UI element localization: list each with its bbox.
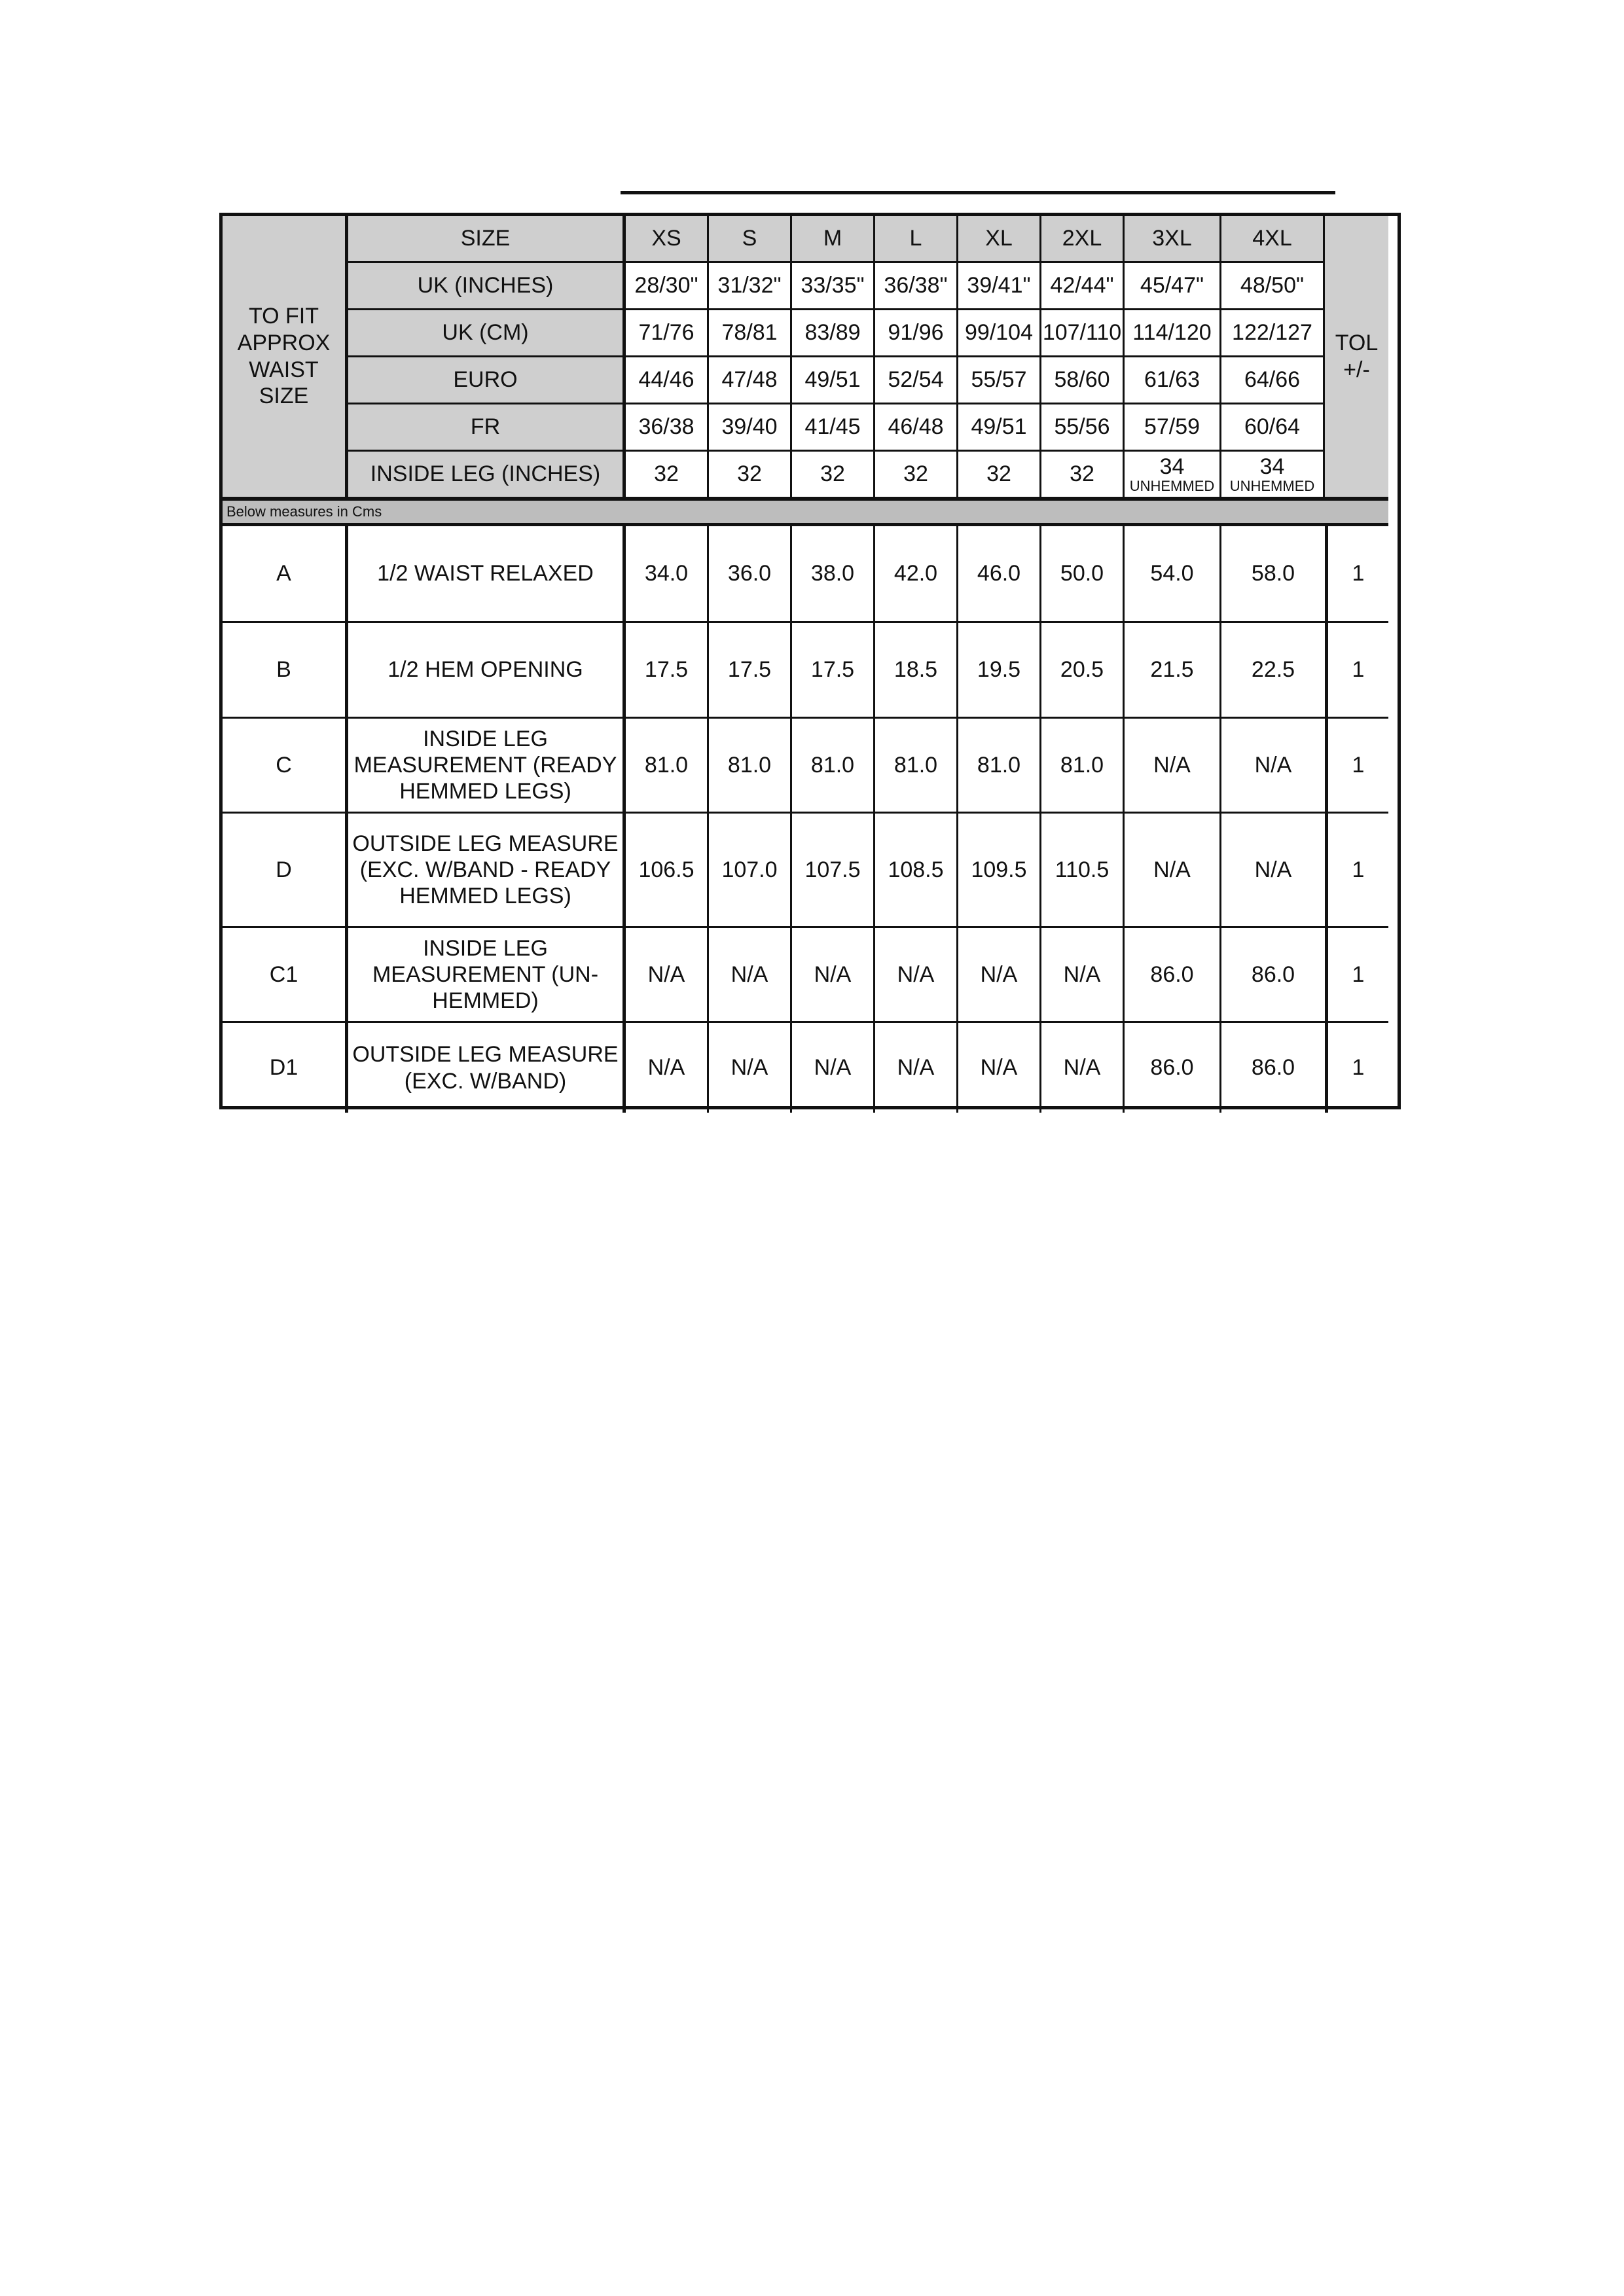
- multiline-text: [238, 303, 331, 410]
- multiline-text: [388, 656, 583, 683]
- measure-value: 46.0: [958, 526, 1041, 623]
- size-row-label: FR: [348, 404, 626, 452]
- measure-label: [348, 1023, 626, 1113]
- text-line: (EXC. W/BAND): [404, 1068, 567, 1094]
- size-value: 34: [1259, 454, 1285, 479]
- text-line: WAIST: [249, 357, 319, 382]
- text-line: (EXC. W/BAND - READY: [359, 857, 611, 882]
- measure-value: 107.0: [709, 814, 792, 928]
- size-cell: 44/46: [626, 357, 709, 404]
- size-spec-table: [219, 213, 1401, 1109]
- size-row-label: UK (CM): [348, 310, 626, 357]
- size-cell: 41/45: [792, 404, 875, 452]
- size-cell: 99/104: [958, 310, 1041, 357]
- measure-value: 81.0: [792, 719, 875, 814]
- measure-value: N/A: [1125, 719, 1221, 814]
- waist-size-group-label: [223, 216, 348, 499]
- text-line: OUTSIDE LEG MEASURE: [352, 831, 619, 856]
- size-row-label: EURO: [348, 357, 626, 404]
- measure-value: 34.0: [626, 526, 709, 623]
- measure-value: N/A: [1041, 1023, 1125, 1113]
- measure-value: N/A: [626, 1023, 709, 1113]
- size-cell: 32: [792, 452, 875, 499]
- measure-value: N/A: [1221, 814, 1325, 928]
- measure-value: N/A: [792, 1023, 875, 1113]
- measure-code: D: [223, 814, 348, 928]
- text-line: +/-: [1343, 357, 1370, 382]
- size-cell: 55/57: [958, 357, 1041, 404]
- measure-value: N/A: [626, 928, 709, 1023]
- text-line: 1/2 HEM OPENING: [388, 657, 583, 683]
- measure-value: 81.0: [1041, 719, 1125, 814]
- size-row-label: UK (INCHES): [348, 263, 626, 310]
- size-cell: 48/50": [1221, 263, 1325, 310]
- measure-label: [348, 526, 626, 623]
- measure-value: 58.0: [1221, 526, 1325, 623]
- text-line: INSIDE LEG: [423, 726, 548, 751]
- size-cell: 39/40: [709, 404, 792, 452]
- size-cell: 36/38: [626, 404, 709, 452]
- measure-value: N/A: [875, 1023, 958, 1113]
- measure-label: [348, 719, 626, 814]
- measure-value: N/A: [958, 1023, 1041, 1113]
- size-cell: 60/64: [1221, 404, 1325, 452]
- size-cell: 58/60: [1041, 357, 1125, 404]
- measure-value: 54.0: [1125, 526, 1221, 623]
- size-cell: XL: [958, 216, 1041, 263]
- measure-value: 17.5: [792, 623, 875, 719]
- size-cell: XS: [626, 216, 709, 263]
- measure-value: 107.5: [792, 814, 875, 928]
- measure-value: 109.5: [958, 814, 1041, 928]
- size-cell: 39/41": [958, 263, 1041, 310]
- size-cell: 42/44": [1041, 263, 1125, 310]
- size-note: UNHEMMED: [1129, 477, 1215, 494]
- multiline-text: [352, 1041, 618, 1094]
- measure-value: N/A: [1041, 928, 1125, 1023]
- size-cell: 49/51: [792, 357, 875, 404]
- size-cell: 31/32": [709, 263, 792, 310]
- size-cell: 32: [1041, 452, 1125, 499]
- measure-label: [348, 928, 626, 1023]
- measure-value: 38.0: [792, 526, 875, 623]
- multiline-text: [377, 560, 594, 586]
- measure-value: 81.0: [626, 719, 709, 814]
- size-cell: 47/48: [709, 357, 792, 404]
- measure-value: N/A: [1125, 814, 1221, 928]
- text-line: SIZE: [259, 384, 309, 409]
- measure-value: N/A: [1221, 719, 1325, 814]
- size-cell: 32: [709, 452, 792, 499]
- measure-value: 42.0: [875, 526, 958, 623]
- size-cell: 46/48: [875, 404, 958, 452]
- size-cell: 64/66: [1221, 357, 1325, 404]
- size-value: 34: [1159, 454, 1185, 479]
- size-cell: 4XL: [1221, 216, 1325, 263]
- size-cell: 83/89: [792, 310, 875, 357]
- measure-label: [348, 814, 626, 928]
- text-line: HEMMED LEGS): [399, 779, 571, 804]
- measure-tolerance: 1: [1325, 928, 1388, 1023]
- size-cell: 107/110: [1041, 310, 1125, 357]
- top-rule: [621, 191, 1335, 194]
- measure-value: 21.5: [1125, 623, 1221, 719]
- text-line: 1/2 WAIST RELAXED: [377, 561, 594, 586]
- text-line: TO FIT: [248, 303, 319, 329]
- size-cell: 3XL: [1125, 216, 1221, 263]
- value-stack: [1130, 456, 1215, 493]
- measure-code: C1: [223, 928, 348, 1023]
- tolerance-header: [1325, 216, 1388, 499]
- size-cell: 45/47": [1125, 263, 1221, 310]
- size-cell: 122/127: [1221, 310, 1325, 357]
- size-note: UNHEMMED: [1229, 477, 1315, 494]
- text-line: TOL: [1335, 331, 1379, 356]
- size-row-label: SIZE: [348, 216, 626, 263]
- measure-value: N/A: [792, 928, 875, 1023]
- measure-value: 81.0: [875, 719, 958, 814]
- measure-value: 110.5: [1041, 814, 1125, 928]
- size-cell: [1125, 452, 1221, 499]
- measure-value: 36.0: [709, 526, 792, 623]
- measure-value: N/A: [709, 1023, 792, 1113]
- size-cell: 71/76: [626, 310, 709, 357]
- text-line: INSIDE LEG: [423, 935, 548, 961]
- size-cell: 36/38": [875, 263, 958, 310]
- size-cell: 55/56: [1041, 404, 1125, 452]
- measure-value: 17.5: [626, 623, 709, 719]
- measure-value: N/A: [709, 928, 792, 1023]
- size-cell: M: [792, 216, 875, 263]
- measure-value: 81.0: [709, 719, 792, 814]
- measure-tolerance: 1: [1325, 814, 1388, 928]
- measure-tolerance: 1: [1325, 623, 1388, 719]
- size-cell: 2XL: [1041, 216, 1125, 263]
- text-line: MEASUREMENT (READY: [353, 752, 617, 778]
- size-cell: 78/81: [709, 310, 792, 357]
- size-row-label: INSIDE LEG (INCHES): [348, 452, 626, 499]
- text-line: HEMMED): [432, 988, 539, 1014]
- measure-value: 18.5: [875, 623, 958, 719]
- measure-label: [348, 623, 626, 719]
- measure-value: 81.0: [958, 719, 1041, 814]
- size-cell: 57/59: [1125, 404, 1221, 452]
- measure-tolerance: 1: [1325, 526, 1388, 623]
- size-cell: 49/51: [958, 404, 1041, 452]
- size-cell: 32: [875, 452, 958, 499]
- measure-value: 108.5: [875, 814, 958, 928]
- text-line: MEASUREMENT (UN-: [372, 961, 599, 987]
- multiline-text: [354, 726, 617, 804]
- size-cell: 28/30": [626, 263, 709, 310]
- measure-value: 20.5: [1041, 623, 1125, 719]
- size-cell: 91/96: [875, 310, 958, 357]
- measure-value: 19.5: [958, 623, 1041, 719]
- text-line: HEMMED LEGS): [399, 884, 571, 909]
- value-stack: [1230, 456, 1315, 493]
- measure-value: 50.0: [1041, 526, 1125, 623]
- measure-code: C: [223, 719, 348, 814]
- measure-tolerance: 1: [1325, 719, 1388, 814]
- size-cell: 32: [958, 452, 1041, 499]
- measure-code: A: [223, 526, 348, 623]
- size-cell: 52/54: [875, 357, 958, 404]
- measure-value: 17.5: [709, 623, 792, 719]
- multiline-text: [352, 831, 618, 909]
- multiline-text: [1335, 330, 1379, 382]
- text-line: APPROX: [237, 330, 331, 355]
- multiline-text: [372, 935, 598, 1014]
- text-line: OUTSIDE LEG MEASURE: [352, 1042, 619, 1067]
- size-cell: 61/63: [1125, 357, 1221, 404]
- measure-code: D1: [223, 1023, 348, 1113]
- size-cell: 33/35": [792, 263, 875, 310]
- measure-value: 106.5: [626, 814, 709, 928]
- size-cell: 114/120: [1125, 310, 1221, 357]
- measure-value: 86.0: [1251, 1055, 1295, 1081]
- measure-value: 86.0: [1125, 1023, 1221, 1113]
- measure-value: N/A: [958, 928, 1041, 1023]
- measure-tolerance: 1: [1325, 1023, 1388, 1113]
- measures-unit-band: Below measures in Cms: [223, 499, 1388, 526]
- measure-value: N/A: [875, 928, 958, 1023]
- measure-code: B: [223, 623, 348, 719]
- measure-value: 86.0: [1125, 928, 1221, 1023]
- measure-value: 22.5: [1221, 623, 1325, 719]
- measure-value: 86.0: [1221, 928, 1325, 1023]
- size-cell: S: [709, 216, 792, 263]
- size-cell: [1221, 452, 1325, 499]
- size-cell: L: [875, 216, 958, 263]
- size-cell: 32: [626, 452, 709, 499]
